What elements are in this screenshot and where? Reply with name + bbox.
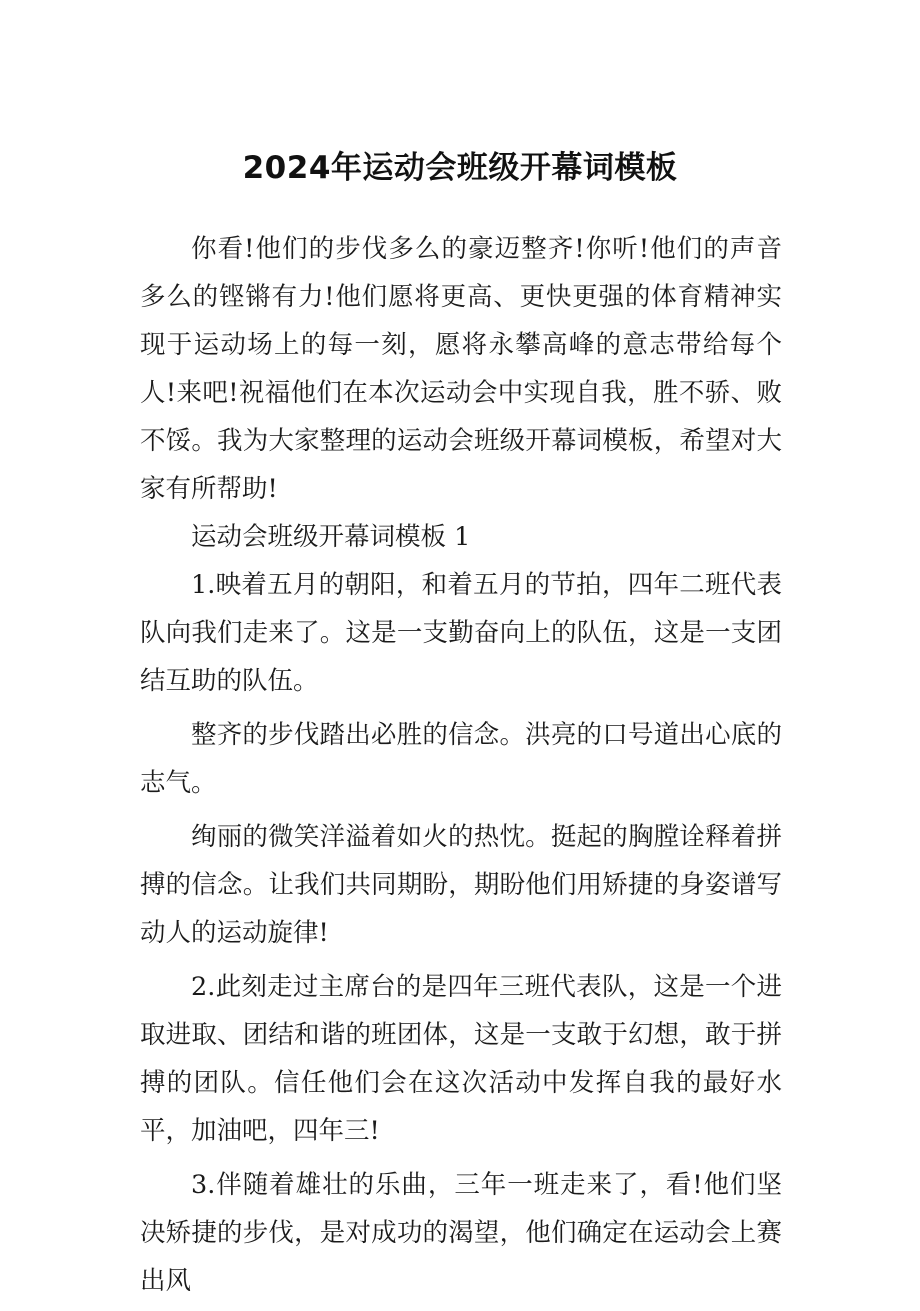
paragraph-item-2: 2.此刻走过主席台的是四年三班代表队，这是一个进取进取、团结和谐的班团体，这是一支敢于幻想，敢于拼搏的团队。信任他们会在这次活动中发挥自我的最好水平，加油吧，四年三! bbox=[140, 972, 782, 1146]
document-body bbox=[140, 225, 782, 1311]
paragraph-smile: 绚丽的微笑洋溢着如火的热忱。挺起的胸膛诠释着拼搏的信念。让我们共同期盼，期盼他们用矫捷的身姿谱写动人的运动旋律! bbox=[140, 822, 782, 948]
document-title: 2024年运动会班级开幕词模板 bbox=[242, 150, 678, 186]
paragraph-step: 整齐的步伐踏出必胜的信念。洪亮的口号道出心底的志气。 bbox=[140, 720, 782, 798]
section-heading: 运动会班级开幕词模板 1 bbox=[191, 522, 471, 552]
intro-paragraph: 你看!他们的步伐多么的豪迈整齐!你听!他们的声音多么的铿锵有力!他们愿将更高、更快更强的体育精神实现于运动场上的每一刻，愿将永攀高峰的意志带给每个人!来吧!祝福他们在本次运动会中实现自我，胜不骄、败不馁。我为大家整理的运动会班级开幕词模板，希望对大家有所帮助! bbox=[140, 234, 782, 504]
paragraph-item-3: 3.伴随着雄壮的乐曲，三年一班走来了，看!他们坚决矫捷的步伐，是对成功的渴望，他们确定在运动会上赛出风 bbox=[140, 1170, 782, 1296]
paragraph-item-1: 1.映着五月的朝阳，和着五月的节拍，四年二班代表队向我们走来了。这是一支勤奋向上的队伍，这是一支团结互助的队伍。 bbox=[140, 570, 782, 696]
